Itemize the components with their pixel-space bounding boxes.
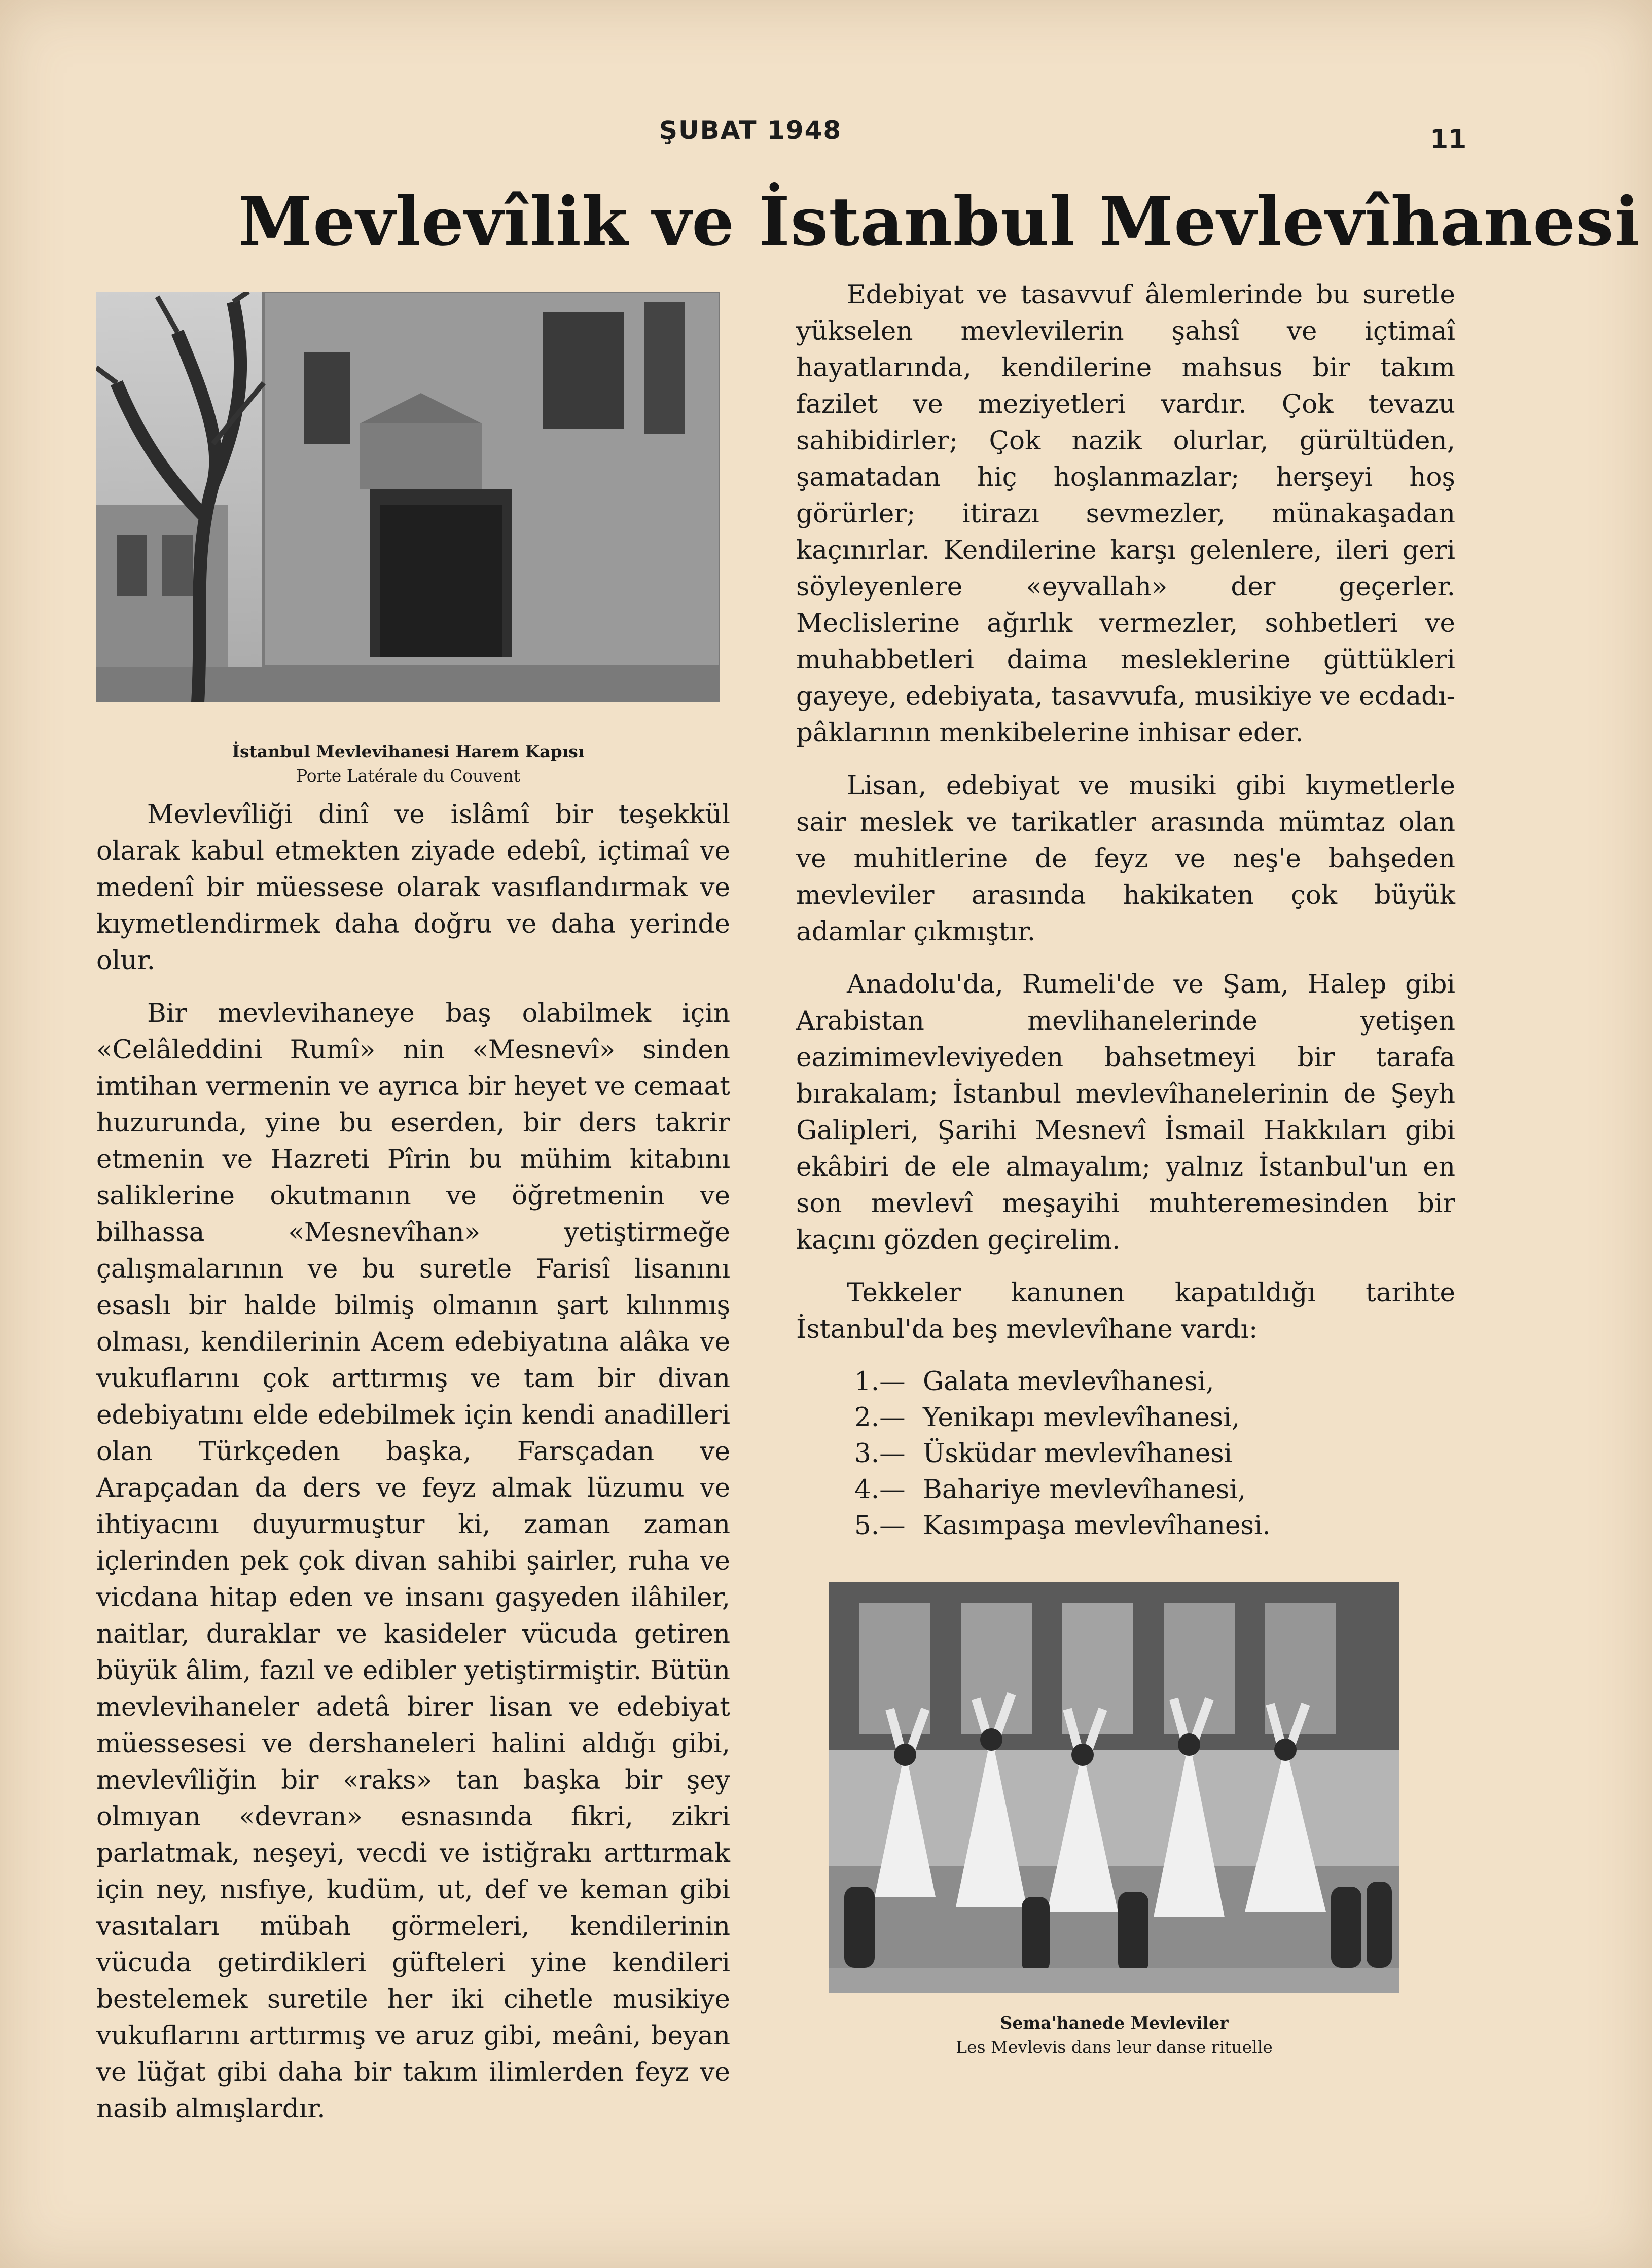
- paragraph: Anadolu'da, Rumeli'de ve Şam, Halep gibi Arabistan mevlihanelerinde yetişen eazimimevleviyeden bahsetmeyi bir tarafa bırakalam; İstanbul mevlevîhanelerinin de Şeyh Galipleri, Şarihi Mesnevî İsmail Hakkıları gibi ekâbiri de ele almayalım; yalnız İstanbul'un en son mevlevî meşayihi muhteremesinden bir kaçını gözden geçirelim.: [796, 969, 1455, 1255]
- gate-caption-french: Porte Latérale du Couvent: [296, 766, 521, 786]
- list-item-number: 3.—: [854, 1438, 906, 1469]
- list-item-number: 5.—: [854, 1510, 906, 1541]
- list-item: [854, 1436, 1455, 1472]
- list-item-text: Kasımpaşa mevlevîhanesi.: [923, 1510, 1271, 1541]
- list-item-text: Yenikapı mevlevîhanesi,: [923, 1402, 1240, 1433]
- page-number: 11: [1430, 124, 1467, 155]
- sema-photo-caption: [829, 2011, 1399, 2060]
- list-item-number: 2.—: [854, 1402, 906, 1433]
- mevlevihane-gate-photo: [96, 292, 720, 702]
- paragraph: Edebiyat ve tasavvuf âlemlerinde bu suretle yükselen mevlevilerin şahsî ve içtimaî hayatlarında, kendilerine mahsus bir takım fazilet ve meziyetleri vardır. Çok tevazu sahibidirler; Çok nazik olurlar, gürültüden, şamatadan hiç hoşlanmazlar; herşeyi hoş görürler; itirazı sevmezler, münakaşadan kaçınırlar. Kendilerine karşı gelenlere, ileri geri söyleyenlere «eyvallah» der geçerler. Meclislerine ağırlık vermezler, sohbetleri ve muhabbetleri daima mesleklerine güttükleri gayeye, edebiyata, tasavvufa, musikiye ve ecdadı-pâklarının menkibelerine inhisar eder.: [796, 279, 1455, 748]
- paragraph: Tekkeler kanunen kapatıldığı tarihte İstanbul'da beş mevlevîhane vardı:: [796, 1278, 1455, 1344]
- gate-caption-turkish: İstanbul Mevlevihanesi Harem Kapısı: [232, 741, 585, 761]
- list-item-text: Bahariye mevlevîhanesi,: [923, 1474, 1246, 1505]
- paragraph: Bir mevlevihaneye baş olabilmek için «Celâleddini Rumî» nin «Mesnevî» sinden imtihan vermenin ve ayrıca bir heyet ve cemaat huzurunda, yine bu eserden, bir ders takrir etmenin ve Hazreti Pîrin bu mühim kitabını saliklerine okutmanın ve öğretmenin ve bilhassa «Mesnevîhan» yetiştirmeğe çalışmalarının ve bu suretle Farisî lisanını esaslı bir halde bilmiş olmanın şart kılınmış olması, kendilerinin Acem edebiyatına alâka ve vukuflarını çok arttırmış ve tam bir divan edebiyatını elde edebilmek için kendi anadilleri olan Türkçeden başka, Farsçadan ve Arapçadan da ders ve feyz almak lüzumu ve ihtiyacını duyurmuştur ki, zaman zaman içlerinden pek çok divan sahibi şairler, ruha ve vicdana hitap eden ve insanı gaşyeden ilâhiler, naitlar, duraklar ve kasideler vücuda getiren büyük âlim, fazıl ve edibler yetiştirmiştir. Bütün mevlevihaneler adetâ birer lisan ve edebiyat müessesesi ve dershaneleri halini aldığı gibi, mevlevîliğin bir «raks» tan başka bir şey olmıyan «devran» esnasında fikri, zikri parlatmak, neşeyi, vecdi ve istiğrakı arttırmak için ney, nısfıye, kudüm, ut, def ve keman gibi vasıtaları mübah görmeleri, kendilerinin vücuda getirdikleri güfteleri yine kendileri bestelemek suretile her iki cihetle musikiye vukuflarını arttırmış ve aruz gibi, meâni, beyan ve lüğat gibi daha bir takım ilimlerden feyz ve nasib almışlardır.: [96, 998, 730, 2124]
- list-item: [854, 1364, 1455, 1400]
- list-item: [854, 1472, 1455, 1508]
- list-item-text: Üsküdar mevlevîhanesi: [923, 1438, 1233, 1469]
- list-item-number: 4.—: [854, 1474, 906, 1505]
- paragraph: Lisan, edebiyat ve musiki gibi kıymetlerle sair meslek ve tarikatler arasında mümtaz olan ve muhitlerine de feyz ve neş'e bahşeden mevleviler arasında hakikaten çok büyük adamlar çıkmıştır.: [796, 770, 1455, 947]
- left-column: [96, 796, 730, 2143]
- sema-dance-photo: [829, 1582, 1399, 1993]
- gate-photo-caption: [96, 739, 720, 788]
- paragraph: Mevlevîliği dinî ve islâmî bir teşekkül olarak kabul etmekten ziyade edebî, içtimaî ve medenî bir müessese olarak vasıflandırmak ve kıymetlendirmek daha doğru ve daha yerinde olur.: [96, 799, 730, 976]
- sema-caption-turkish: Sema'hanede Mevleviler: [1000, 2013, 1229, 2033]
- list-item: [854, 1400, 1455, 1436]
- sema-caption-french: Les Mevlevis dans leur danse rituelle: [956, 2037, 1273, 2057]
- list-item: [854, 1508, 1455, 1544]
- right-column: [796, 276, 1455, 1544]
- article-title: Mevlevîlik ve İstanbul Mevlevîhanesi: [238, 183, 1640, 261]
- list-item-number: 1.—: [854, 1366, 906, 1397]
- list-item-text: Galata mevlevîhanesi,: [923, 1366, 1214, 1397]
- issue-date: ŞUBAT 1948: [659, 116, 842, 145]
- mevlevihane-list: [796, 1364, 1455, 1544]
